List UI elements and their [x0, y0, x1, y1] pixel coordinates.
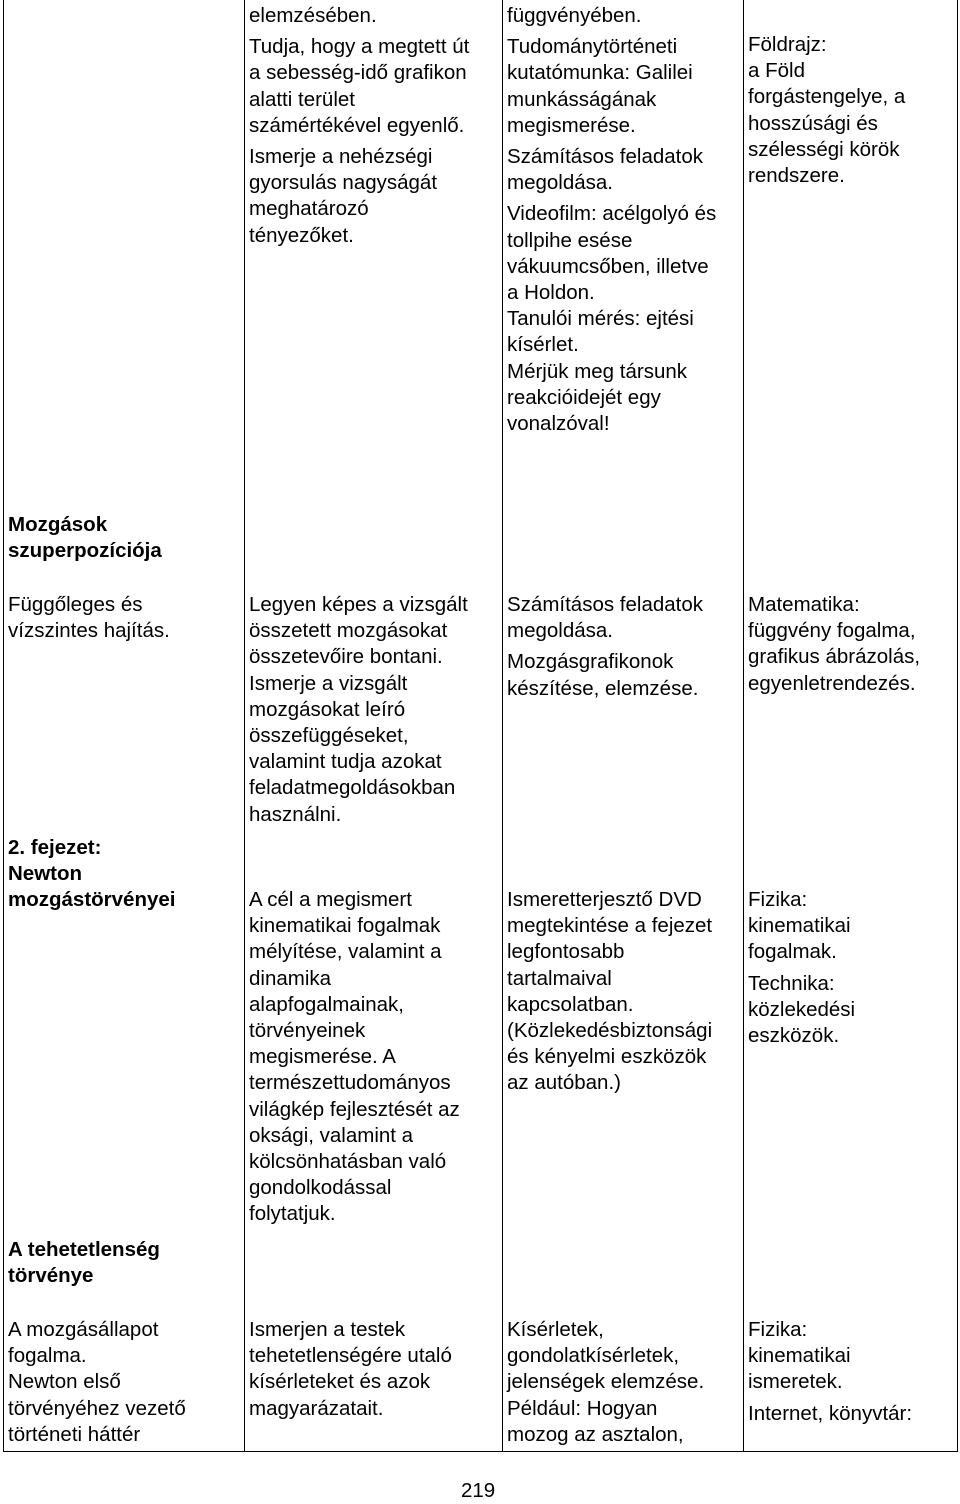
text-line: A tehetetlenség — [8, 1238, 160, 1261]
block6-activities-cell — [507, 1317, 704, 1448]
page-number: 219 — [461, 1479, 496, 1502]
text-line: A cél a megismert — [249, 888, 412, 911]
text-line: függvény fogalma, — [748, 619, 916, 643]
text-line: Kísérletek, — [507, 1318, 604, 1341]
block1-activities-cell — [507, 3, 716, 437]
text-line: Newton — [8, 862, 83, 886]
text-line: kísérleteket és azok — [249, 1370, 431, 1394]
text-line: összefüggéseket, — [249, 724, 409, 748]
text-line: szélességi körök — [748, 137, 900, 161]
text-line: egyenletrendezés. — [748, 671, 916, 695]
text-line: megismerése. A — [249, 1045, 396, 1069]
text-line: dinamika — [249, 966, 332, 990]
text-line: kapcsolatban. — [507, 992, 634, 1016]
table-divider-1 — [244, 0, 245, 1452]
text-line: Ismeretterjesztő DVD — [507, 888, 702, 911]
block3-goals-cell — [249, 592, 468, 828]
text-line: alatti terület — [249, 87, 355, 111]
text-line: Függőleges és — [8, 593, 143, 616]
text-line: Számításos feladatok — [507, 145, 703, 169]
text-line: törvényeinek — [249, 1019, 366, 1043]
text-line: Technika: — [748, 971, 835, 995]
text-line: kinematikai — [748, 1344, 851, 1368]
text-line: reakcióidejét egy — [507, 385, 661, 409]
text-line: Videofilm: acélgolyó és — [507, 202, 717, 226]
text-line: közlekedési — [748, 997, 856, 1021]
text-line: vízszintes hajítás. — [8, 619, 170, 643]
text-line: folytatjuk. — [249, 1202, 336, 1226]
text-line: legfontosabb — [507, 940, 625, 964]
text-line: történeti háttér — [8, 1422, 141, 1446]
chapter-heading — [8, 835, 175, 914]
text-line: Mérjük meg társunk — [507, 359, 688, 383]
text-line: kutatómunka: Galilei — [507, 61, 693, 85]
text-line: természettudományos — [249, 1071, 451, 1095]
text-line: fogalma. — [8, 1344, 87, 1368]
block6-topic-cell — [8, 1317, 186, 1448]
text-line: oksági, valamint a — [249, 1123, 414, 1147]
text-line: Tudja, hogy a megtett út — [249, 35, 470, 59]
table-border-bottom — [3, 1451, 958, 1452]
text-line: 2. fejezet: — [8, 836, 102, 859]
text-line: Fizika: — [748, 888, 808, 911]
text-line: meghatározó — [249, 197, 369, 221]
text-line: gondolatkísérletek, — [507, 1344, 680, 1368]
block4-activities-cell — [507, 887, 712, 1097]
text-line: Mozgások — [8, 513, 108, 536]
text-line: megoldása. — [507, 619, 613, 643]
text-line: vákuumcsőben, illetve — [507, 254, 709, 278]
block4-goals-cell — [249, 887, 460, 1228]
text-line: feladatmegoldásokban — [249, 776, 456, 800]
text-line: összetevőire bontani. — [249, 645, 443, 669]
text-line: gondolkodással — [249, 1176, 392, 1200]
text-line: mozgásokat leíró — [249, 697, 406, 721]
text-line: rendszere. — [748, 164, 845, 188]
text-line: megtekintése a fejezet — [507, 914, 713, 938]
text-line: mozog az asztalon, — [507, 1422, 684, 1446]
text-line: mélyítése, valamint a — [249, 940, 442, 964]
text-line: és kényelmi eszközök — [507, 1045, 707, 1069]
text-line: Internet, könyvtár: — [748, 1401, 913, 1425]
text-line: készítése, elemzése. — [507, 676, 699, 700]
text-line: az autóban.) — [507, 1071, 621, 1095]
block1-connections-cell — [748, 32, 905, 189]
text-line: Newton első — [8, 1370, 121, 1394]
text-line: törvénye — [8, 1264, 94, 1288]
text-line: Matematika: — [748, 593, 860, 616]
text-line: megismerése. — [507, 113, 636, 137]
block3-activities-cell — [507, 592, 703, 702]
table-divider-2 — [502, 0, 503, 1452]
text-line: megoldása. — [507, 171, 613, 195]
text-line: a Holdon. — [507, 281, 595, 305]
text-line: Tanulói mérés: ejtési — [507, 307, 694, 331]
section-heading-superposition — [8, 512, 162, 564]
text-line: Földrajz: — [748, 33, 827, 56]
text-line: használni. — [249, 802, 342, 826]
text-line: Tudománytörténeti — [507, 35, 678, 59]
text-line: A mozgásállapot — [8, 1318, 159, 1341]
text-line: tollpihe esése — [507, 228, 633, 252]
text-line: hosszúsági és — [748, 111, 878, 135]
text-line: számértékével egyenlő. — [249, 113, 465, 137]
block3-connections-cell — [748, 592, 920, 697]
text-line: vonalzóval! — [507, 412, 610, 436]
text-line: függvényében. — [507, 4, 642, 27]
text-line: Számításos feladatok — [507, 593, 703, 616]
text-line: munkásságának — [507, 87, 657, 111]
text-line: kölcsönhatásban való — [249, 1150, 447, 1174]
text-line: fogalmak. — [748, 940, 837, 964]
block1-goals-cell — [249, 3, 469, 249]
text-line: a sebesség-idő grafikon — [249, 61, 467, 85]
text-line: valamint tudja azokat — [249, 750, 442, 774]
text-line: kísérlet. — [507, 333, 579, 357]
text-line: mozgástörvényei — [8, 888, 176, 912]
text-line: Ismerjen a testek — [249, 1318, 406, 1341]
text-line: Például: Hogyan — [507, 1396, 658, 1420]
text-line: Legyen képes a vizsgált — [249, 593, 468, 616]
text-line: Fizika: — [748, 1318, 808, 1341]
text-line: eszközök. — [748, 1024, 840, 1048]
text-line: tényezőket. — [249, 223, 354, 247]
text-line: ismeretek. — [748, 1370, 843, 1394]
table-divider-3 — [743, 0, 744, 1452]
block4-connections-cell — [748, 887, 855, 1049]
text-line: összetett mozgásokat — [249, 619, 448, 643]
block6-connections-cell — [748, 1317, 912, 1427]
text-line: tehetetlenségére utaló — [249, 1344, 452, 1368]
text-line: törvényéhez vezető — [8, 1396, 186, 1420]
section-heading-inertia — [8, 1237, 160, 1289]
text-line: alapfogalmainak, — [249, 992, 404, 1016]
text-line: jelenségek elemzése. — [507, 1370, 705, 1394]
text-line: szuperpozíciója — [8, 539, 162, 563]
text-line: kinematikai fogalmak — [249, 914, 441, 938]
table-border-right — [957, 0, 958, 1452]
table-border-left — [3, 0, 4, 1452]
text-line: világkép fejlesztését az — [249, 1097, 460, 1121]
text-line: Ismerje a vizsgált — [249, 671, 408, 695]
text-line: Ismerje a nehézségi — [249, 145, 433, 169]
text-line: tartalmaival — [507, 966, 612, 990]
text-line: elemzésében. — [249, 4, 377, 27]
text-line: (Közlekedésbiztonsági — [507, 1019, 713, 1043]
block6-goals-cell — [249, 1317, 452, 1422]
text-line: grafikus ábrázolás, — [748, 645, 921, 669]
text-line: kinematikai — [748, 914, 851, 938]
text-line: a Föld — [748, 59, 805, 83]
text-line: Mozgásgrafikonok — [507, 650, 674, 674]
text-line: forgástengelye, a — [748, 85, 906, 109]
text-line: magyarázatait. — [249, 1396, 384, 1420]
block3-topic-cell — [8, 592, 170, 644]
text-line: gyorsulás nagyságát — [249, 171, 438, 195]
